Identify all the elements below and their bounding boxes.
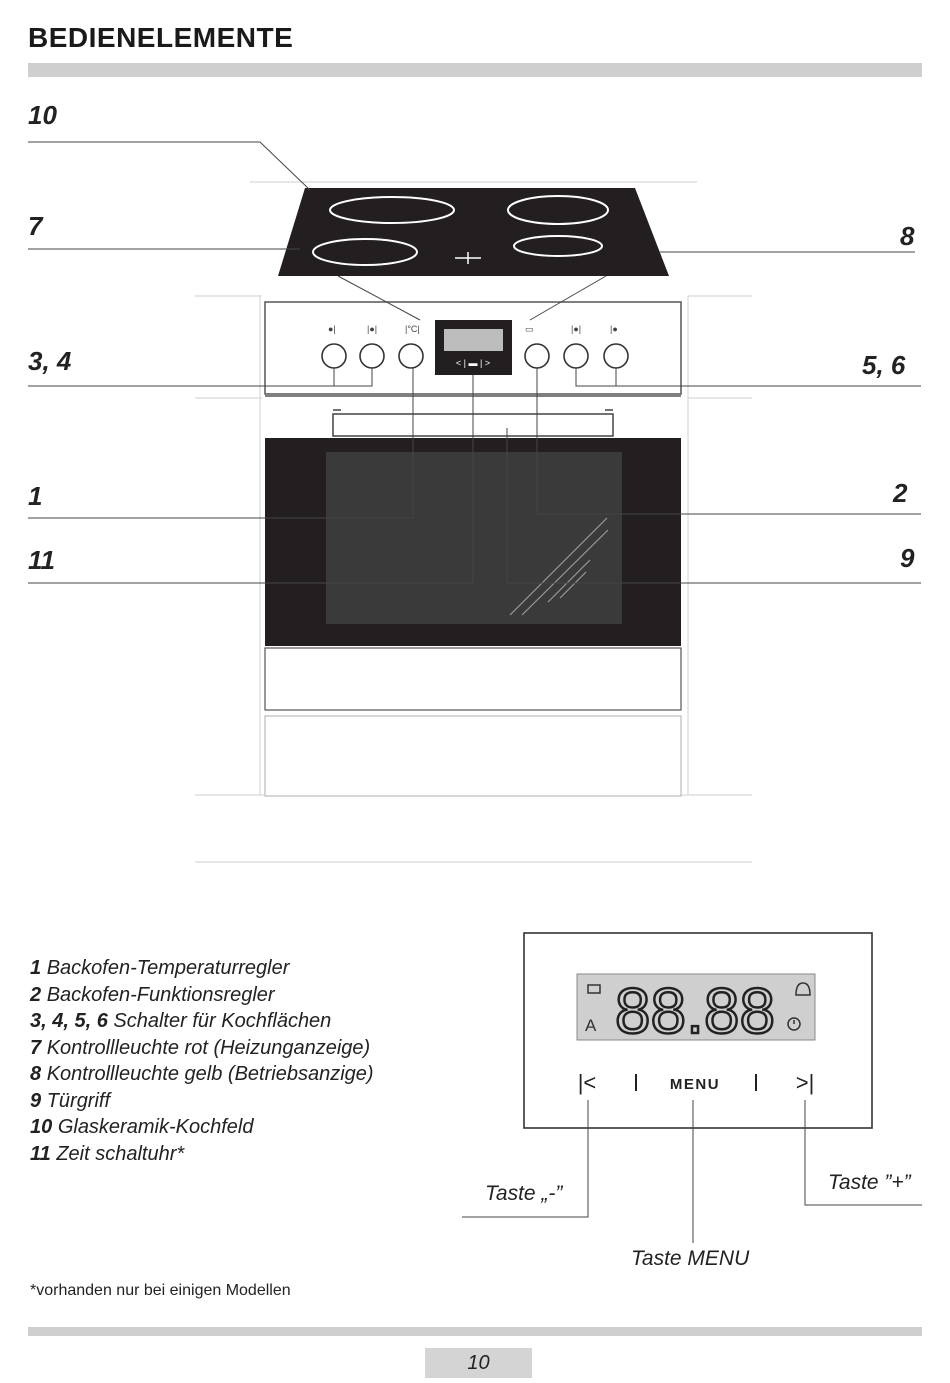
menu-button[interactable]: MENU: [669, 1076, 721, 1093]
footnote: *vorhanden nur bei einigen Modellen: [30, 1282, 291, 1299]
hob-knob-4: [360, 344, 384, 368]
legend-item: 3, 4, 5, 6 Schalter für Kochflächen: [30, 1010, 332, 1032]
oven-function-knob: [525, 344, 549, 368]
svg-text:▭: ▭: [525, 324, 534, 334]
callout-11: 11: [28, 545, 55, 575]
legend-item: 11 Zeit schaltuhr*: [30, 1142, 185, 1165]
timer-mode-letter: A: [585, 1016, 597, 1035]
svg-text:< | ▬ | >: < | ▬ | >: [455, 358, 491, 368]
legend-item: 10 Glaskeramik-Kochfeld: [30, 1116, 254, 1138]
svg-text:|°C|: |°C|: [405, 324, 420, 334]
page-title: BEDIENELEMENTE: [28, 22, 294, 53]
minus-key-label: Taste „-”: [485, 1182, 563, 1205]
svg-text:|●: |●: [610, 324, 618, 334]
svg-text:●|: ●|: [328, 324, 336, 334]
callout-3-4: 3, 4: [28, 346, 72, 376]
legend-item: 1 Backofen-Temperaturregler: [30, 957, 290, 979]
callout-2: 2: [893, 478, 908, 508]
svg-text:|●|: |●|: [367, 324, 378, 334]
hob-knob-6: [604, 344, 628, 368]
legend-item: 2 Backofen-Funktionsregler: [30, 983, 275, 1006]
legend-item: 9 Türgriff: [30, 1089, 111, 1112]
callout-7: 7: [28, 211, 43, 241]
plus-key-label: Taste ”+”: [828, 1171, 911, 1194]
plus-button[interactable]: >|: [795, 1070, 815, 1095]
callout-1: 1: [28, 481, 43, 511]
oven-temperature-knob: [399, 344, 423, 368]
hob-knob-5: [564, 344, 588, 368]
svg-text:|●|: |●|: [571, 324, 582, 334]
oven-window: [326, 452, 622, 624]
timer-digits: 88.88: [614, 975, 776, 1047]
legend-list: [30, 955, 374, 1167]
footer-divider: [28, 1327, 922, 1336]
page-number: 10: [425, 1348, 532, 1378]
hob-knob-3: [322, 344, 346, 368]
callout-8: 8: [900, 221, 915, 251]
callout-9: 9: [900, 543, 915, 573]
callout-5-6: 5, 6: [862, 350, 906, 380]
legend-item: 8 Kontrollleuchte gelb (Betriebsanzige): [30, 1063, 374, 1085]
callout-10: 10: [28, 100, 57, 130]
legend-item: 7 Kontrollleuchte rot (Heizunganzeige): [30, 1036, 371, 1059]
menu-key-label: Taste MENU: [631, 1247, 750, 1270]
minus-button[interactable]: |<: [577, 1070, 597, 1095]
